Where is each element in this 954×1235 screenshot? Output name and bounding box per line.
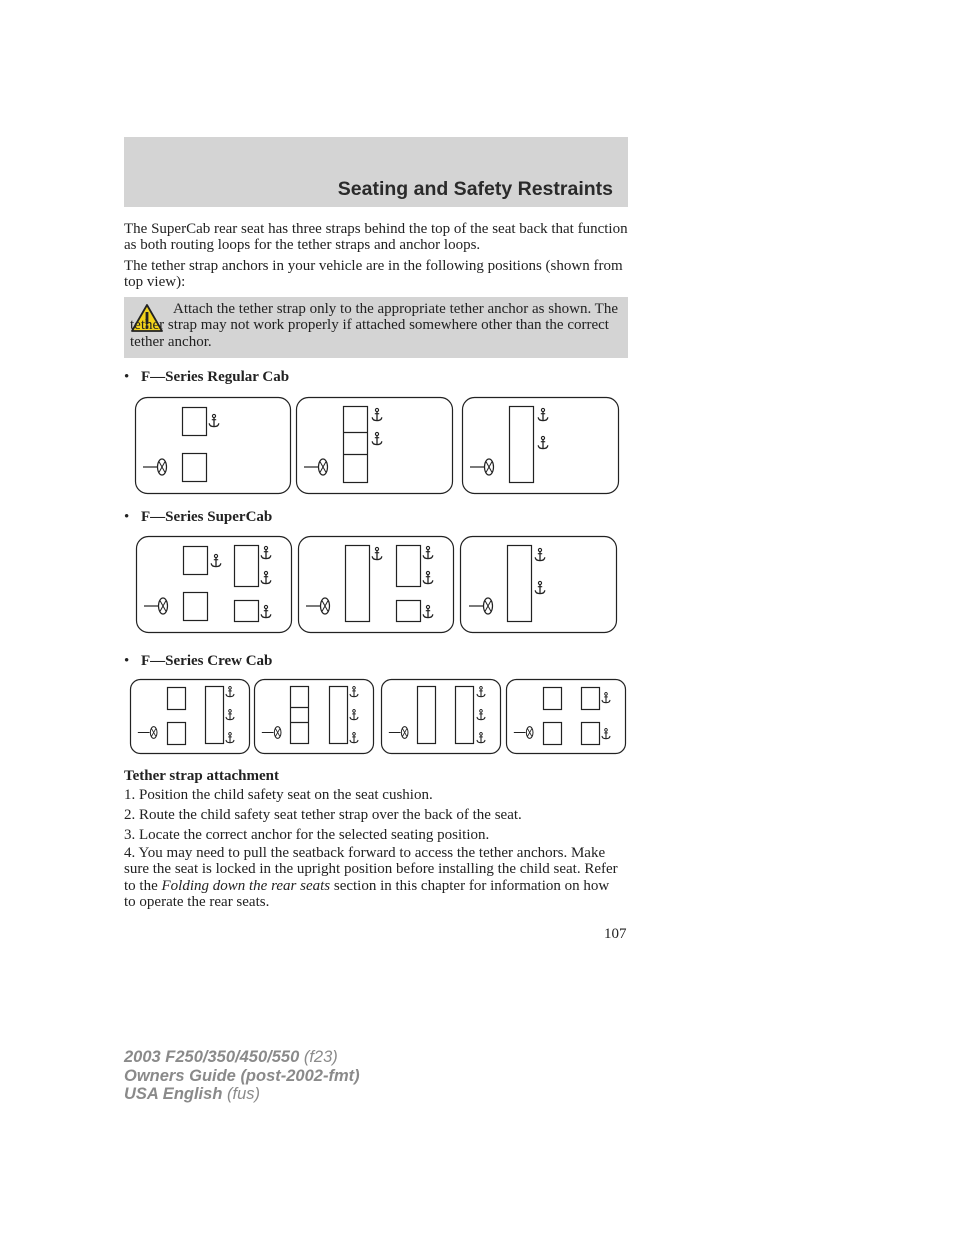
tether-heading: Tether strap attachment <box>124 768 279 784</box>
section-label: F—Series Regular Cab <box>141 369 290 385</box>
document-footer: 2003 F250/350/450/550 (f23) Owners Guide (post-2002-fmt) USA English (fus) <box>124 1048 360 1103</box>
warning-text: Attach the tether strap only to the appropriate tether anchor as shown. The tether strap may not work properly if attached somewhere other than the correct tether anchor. <box>130 301 618 350</box>
regular-cab-layout-1 <box>136 398 291 494</box>
intro-paragraph-2: The tether strap anchors in your vehicle are in the following positions (shown from top view): <box>124 258 623 291</box>
page-title: Seating and Safety Restraints <box>337 178 613 200</box>
crew-cab-layout-3 <box>382 680 501 754</box>
regular-cab-layout-2 <box>297 398 453 494</box>
tether-step-4: 4. You may need to pull the seatback forward to access the tether anchors. Make sure the seat is locked in the upright position before installing the child seat. Refer to the Folding down the rear seats section in this chapter for information on how to operate the rear seats. <box>124 845 618 910</box>
supercab-layout-3 <box>461 537 617 633</box>
folding-seats-reference: Folding down the rear seats <box>161 877 331 894</box>
bullet-crew-cab: • F—Series Crew Cab <box>124 653 273 669</box>
page-number: 107 <box>604 926 627 942</box>
section-label: F—Series Crew Cab <box>141 653 273 669</box>
tether-step-1: 1. Position the child safety seat on the seat cushion. <box>124 787 433 803</box>
supercab-layout-2 <box>299 537 454 633</box>
tether-step-3: 3. Locate the correct anchor for the selected seating position. <box>124 827 490 843</box>
crew-cab-layout-4 <box>507 680 626 754</box>
tether-step-2: 2. Route the child safety seat tether strap over the back of the seat. <box>124 807 522 823</box>
bullet-regular-cab: • F—Series Regular Cab <box>124 369 290 385</box>
regular-cab-layout-3 <box>463 398 619 494</box>
intro-paragraph-1: The SuperCab rear seat has three straps behind the top of the seat back that function as both routing loops for the tether straps and anchor loops. <box>124 221 628 254</box>
supercab-layout-1 <box>137 537 292 633</box>
crew-cab-layout-1 <box>131 680 250 754</box>
section-label: F—Series SuperCab <box>141 509 273 525</box>
crew-cab-diagrams <box>0 670 954 760</box>
bullet-supercab: • F—Series SuperCab <box>124 509 273 525</box>
crew-cab-layout-2 <box>255 680 374 754</box>
